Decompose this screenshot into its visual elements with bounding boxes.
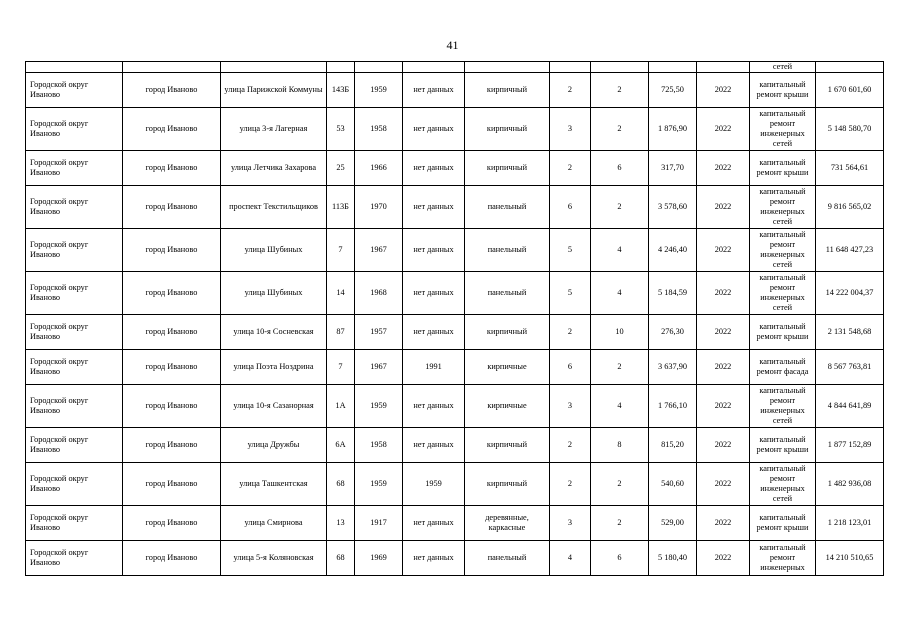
cell-wall-material: кирпичные <box>465 350 550 385</box>
cell-house: 13 <box>327 506 355 541</box>
cell-plan-year: 2022 <box>697 151 750 186</box>
cell-cost: 11 648 427,23 <box>816 229 884 272</box>
housing-repair-table <box>25 61 884 576</box>
cell-entrances: 2 <box>591 73 649 108</box>
cell-work-type: капитальный ремонт крыши <box>750 315 816 350</box>
cell-entrances: 2 <box>591 506 649 541</box>
cell-plan-year: 2022 <box>697 350 750 385</box>
cell-municipality: Городской округ Иваново <box>26 315 123 350</box>
cell-cost: 1 482 936,08 <box>816 463 884 506</box>
cell-plan-year: 2022 <box>697 506 750 541</box>
cell-entrances: 2 <box>591 350 649 385</box>
cell-wall-material: деревянные, каркасные <box>465 506 550 541</box>
cell-plan-year: 2022 <box>697 315 750 350</box>
cell-year-built: 1958 <box>355 108 403 151</box>
cell-entrances: 2 <box>591 186 649 229</box>
cell-floors: 6 <box>550 186 591 229</box>
cell-street: улица Ташкентская <box>221 463 327 506</box>
cell-year-built: 1967 <box>355 350 403 385</box>
cell-municipality: Городской округ Иваново <box>26 73 123 108</box>
cell-city: город Иваново <box>123 385 221 428</box>
cell-city: город Иваново <box>123 541 221 576</box>
cell-entrances: 2 <box>591 108 649 151</box>
cell-plan-year: 2022 <box>697 428 750 463</box>
table-row <box>26 186 884 229</box>
cell-year-reconstruction: нет данных <box>403 73 465 108</box>
cell-street: улица Поэта Ноздрина <box>221 350 327 385</box>
cell-municipality: Городской округ Иваново <box>26 151 123 186</box>
cell-municipality: Городской округ Иваново <box>26 350 123 385</box>
cell-wall-material: кирпичный <box>465 73 550 108</box>
cell-year-built: 1957 <box>355 315 403 350</box>
cell-entrances: 6 <box>591 541 649 576</box>
cell-entrances: 8 <box>591 428 649 463</box>
cell-year-reconstruction: нет данных <box>403 315 465 350</box>
cell-year-reconstruction: нет данных <box>403 272 465 315</box>
cell-floors: 3 <box>550 108 591 151</box>
cell-work-type: капитальный ремонт инженерных сетей <box>750 186 816 229</box>
cell-floors: 5 <box>550 272 591 315</box>
cell-street: улица Летчика Захарова <box>221 151 327 186</box>
cell-entrances: 4 <box>591 272 649 315</box>
cell-municipality: Городской округ Иваново <box>26 506 123 541</box>
cell-year-built: 1959 <box>355 463 403 506</box>
table-row <box>26 350 884 385</box>
cell-cost: 1 670 601,60 <box>816 73 884 108</box>
cell-wall-material: панельный <box>465 541 550 576</box>
cell-plan-year: 2022 <box>697 385 750 428</box>
table-row <box>26 108 884 151</box>
cell-year-reconstruction: нет данных <box>403 186 465 229</box>
cell-wall-material: панельный <box>465 229 550 272</box>
cell-street: улица 10-я Сазанорная <box>221 385 327 428</box>
cell-work-type: капитальный ремонт крыши <box>750 428 816 463</box>
cell-plan-year: 2022 <box>697 229 750 272</box>
cell-cost: 14 222 004,37 <box>816 272 884 315</box>
cell-floors: 2 <box>550 428 591 463</box>
cell-house: 113Б <box>327 186 355 229</box>
cell-plan-year: 2022 <box>697 108 750 151</box>
cell-year-reconstruction: нет данных <box>403 108 465 151</box>
cell-work-type: капитальный ремонт крыши <box>750 151 816 186</box>
continuation-row <box>26 62 884 73</box>
cell-area: 1 766,10 <box>649 385 697 428</box>
cell-floors: 6 <box>550 350 591 385</box>
cell-cost: 5 148 580,70 <box>816 108 884 151</box>
cell-area: 5 180,40 <box>649 541 697 576</box>
cell-house: 68 <box>327 541 355 576</box>
cell-work-type: капитальный ремонт инженерных сетей <box>750 385 816 428</box>
cell-year-built: 1968 <box>355 272 403 315</box>
cell-wall-material: панельный <box>465 186 550 229</box>
cell-cost: 14 210 510,65 <box>816 541 884 576</box>
cell-municipality: Городской округ Иваново <box>26 463 123 506</box>
cell-cost: 2 131 548,68 <box>816 315 884 350</box>
cell-plan-year: 2022 <box>697 541 750 576</box>
cell-city: город Иваново <box>123 350 221 385</box>
cell-floors: 2 <box>550 463 591 506</box>
cell-year-built: 1970 <box>355 186 403 229</box>
cell-year-built: 1967 <box>355 229 403 272</box>
cell-street: улица Дружбы <box>221 428 327 463</box>
cell-year-reconstruction: 1959 <box>403 463 465 506</box>
cell-wall-material: кирпичный <box>465 108 550 151</box>
cell-house: 53 <box>327 108 355 151</box>
cell-street: улица Шубиных <box>221 229 327 272</box>
table-row <box>26 229 884 272</box>
cell-floors: 2 <box>550 151 591 186</box>
cell-city: город Иваново <box>123 272 221 315</box>
cell-plan-year: 2022 <box>697 272 750 315</box>
cell-street: улица 3-я Лагерная <box>221 108 327 151</box>
cell-entrances: 4 <box>591 385 649 428</box>
cell-city: город Иваново <box>123 73 221 108</box>
cell-cost: 1 877 152,89 <box>816 428 884 463</box>
cell-plan-year: 2022 <box>697 186 750 229</box>
cell-house: 1А <box>327 385 355 428</box>
cell-work-type: капитальный ремонт фасада <box>750 350 816 385</box>
table-row <box>26 506 884 541</box>
cell-street: улица 5-я Коляновская <box>221 541 327 576</box>
cell-year-built: 1966 <box>355 151 403 186</box>
cell-year-reconstruction: нет данных <box>403 229 465 272</box>
cell-area: 3 578,60 <box>649 186 697 229</box>
cell-year-reconstruction: нет данных <box>403 428 465 463</box>
cell-cost: 8 567 763,81 <box>816 350 884 385</box>
cell-year-reconstruction: нет данных <box>403 541 465 576</box>
cell-entrances: 10 <box>591 315 649 350</box>
cell-year-built: 1959 <box>355 385 403 428</box>
table-row <box>26 541 884 576</box>
cell-work-type: капитальный ремонт инженерных сетей <box>750 108 816 151</box>
cell-municipality: Городской округ Иваново <box>26 108 123 151</box>
cell-work-type: капитальный ремонт инженерных сетей <box>750 463 816 506</box>
cell-municipality: Городской округ Иваново <box>26 541 123 576</box>
cell-year-reconstruction: нет данных <box>403 385 465 428</box>
cell-wall-material: кирпичный <box>465 315 550 350</box>
cell-cost: 4 844 641,89 <box>816 385 884 428</box>
cell-area: 3 637,90 <box>649 350 697 385</box>
cell-street: проспект Текстильщиков <box>221 186 327 229</box>
cell-year-reconstruction: нет данных <box>403 151 465 186</box>
cell-wall-material: кирпичный <box>465 151 550 186</box>
continuation-cell: сетей <box>750 62 816 73</box>
cell-area: 276,30 <box>649 315 697 350</box>
cell-house: 87 <box>327 315 355 350</box>
cell-floors: 5 <box>550 229 591 272</box>
table-row <box>26 73 884 108</box>
table-row <box>26 151 884 186</box>
cell-year-built: 1958 <box>355 428 403 463</box>
cell-year-built: 1917 <box>355 506 403 541</box>
cell-house: 6А <box>327 428 355 463</box>
cell-street: улица Шубиных <box>221 272 327 315</box>
cell-city: город Иваново <box>123 151 221 186</box>
cell-municipality: Городской округ Иваново <box>26 272 123 315</box>
cell-wall-material: кирпичные <box>465 385 550 428</box>
cell-work-type: капитальный ремонт крыши <box>750 73 816 108</box>
cell-street: улица Смирнова <box>221 506 327 541</box>
cell-city: город Иваново <box>123 108 221 151</box>
cell-city: город Иваново <box>123 428 221 463</box>
cell-municipality: Городской округ Иваново <box>26 229 123 272</box>
cell-area: 317,70 <box>649 151 697 186</box>
cell-house: 7 <box>327 350 355 385</box>
cell-work-type: капитальный ремонт инженерных <box>750 541 816 576</box>
cell-street: улица 10-я Сосневская <box>221 315 327 350</box>
cell-house: 7 <box>327 229 355 272</box>
page-number: 41 <box>446 38 459 52</box>
cell-cost: 731 564,61 <box>816 151 884 186</box>
cell-work-type: капитальный ремонт инженерных сетей <box>750 229 816 272</box>
cell-entrances: 2 <box>591 463 649 506</box>
cell-area: 4 246,40 <box>649 229 697 272</box>
cell-entrances: 6 <box>591 151 649 186</box>
cell-work-type: капитальный ремонт крыши <box>750 506 816 541</box>
table-row <box>26 428 884 463</box>
cell-city: город Иваново <box>123 229 221 272</box>
cell-cost: 1 218 123,01 <box>816 506 884 541</box>
cell-wall-material: кирпичный <box>465 428 550 463</box>
cell-house: 143Б <box>327 73 355 108</box>
cell-municipality: Городской округ Иваново <box>26 186 123 229</box>
cell-municipality: Городской округ Иваново <box>26 428 123 463</box>
cell-floors: 3 <box>550 385 591 428</box>
cell-area: 815,20 <box>649 428 697 463</box>
table-row <box>26 463 884 506</box>
cell-area: 725,50 <box>649 73 697 108</box>
cell-plan-year: 2022 <box>697 463 750 506</box>
cell-year-built: 1959 <box>355 73 403 108</box>
cell-area: 5 184,59 <box>649 272 697 315</box>
cell-house: 68 <box>327 463 355 506</box>
cell-entrances: 4 <box>591 229 649 272</box>
cell-wall-material: кирпичный <box>465 463 550 506</box>
table-row <box>26 272 884 315</box>
cell-area: 1 876,90 <box>649 108 697 151</box>
cell-floors: 2 <box>550 315 591 350</box>
cell-wall-material: панельный <box>465 272 550 315</box>
cell-house: 14 <box>327 272 355 315</box>
cell-city: город Иваново <box>123 315 221 350</box>
cell-municipality: Городской округ Иваново <box>26 385 123 428</box>
cell-year-built: 1969 <box>355 541 403 576</box>
cell-floors: 2 <box>550 73 591 108</box>
cell-plan-year: 2022 <box>697 73 750 108</box>
cell-city: город Иваново <box>123 463 221 506</box>
table-row <box>26 315 884 350</box>
cell-area: 540,60 <box>649 463 697 506</box>
table-row <box>26 385 884 428</box>
cell-street: улица Парижской Коммуны <box>221 73 327 108</box>
cell-city: город Иваново <box>123 186 221 229</box>
cell-city: город Иваново <box>123 506 221 541</box>
cell-house: 25 <box>327 151 355 186</box>
cell-work-type: капитальный ремонт инженерных сетей <box>750 272 816 315</box>
cell-cost: 9 816 565,02 <box>816 186 884 229</box>
cell-floors: 3 <box>550 506 591 541</box>
cell-floors: 4 <box>550 541 591 576</box>
cell-year-reconstruction: нет данных <box>403 506 465 541</box>
cell-area: 529,00 <box>649 506 697 541</box>
cell-year-reconstruction: 1991 <box>403 350 465 385</box>
